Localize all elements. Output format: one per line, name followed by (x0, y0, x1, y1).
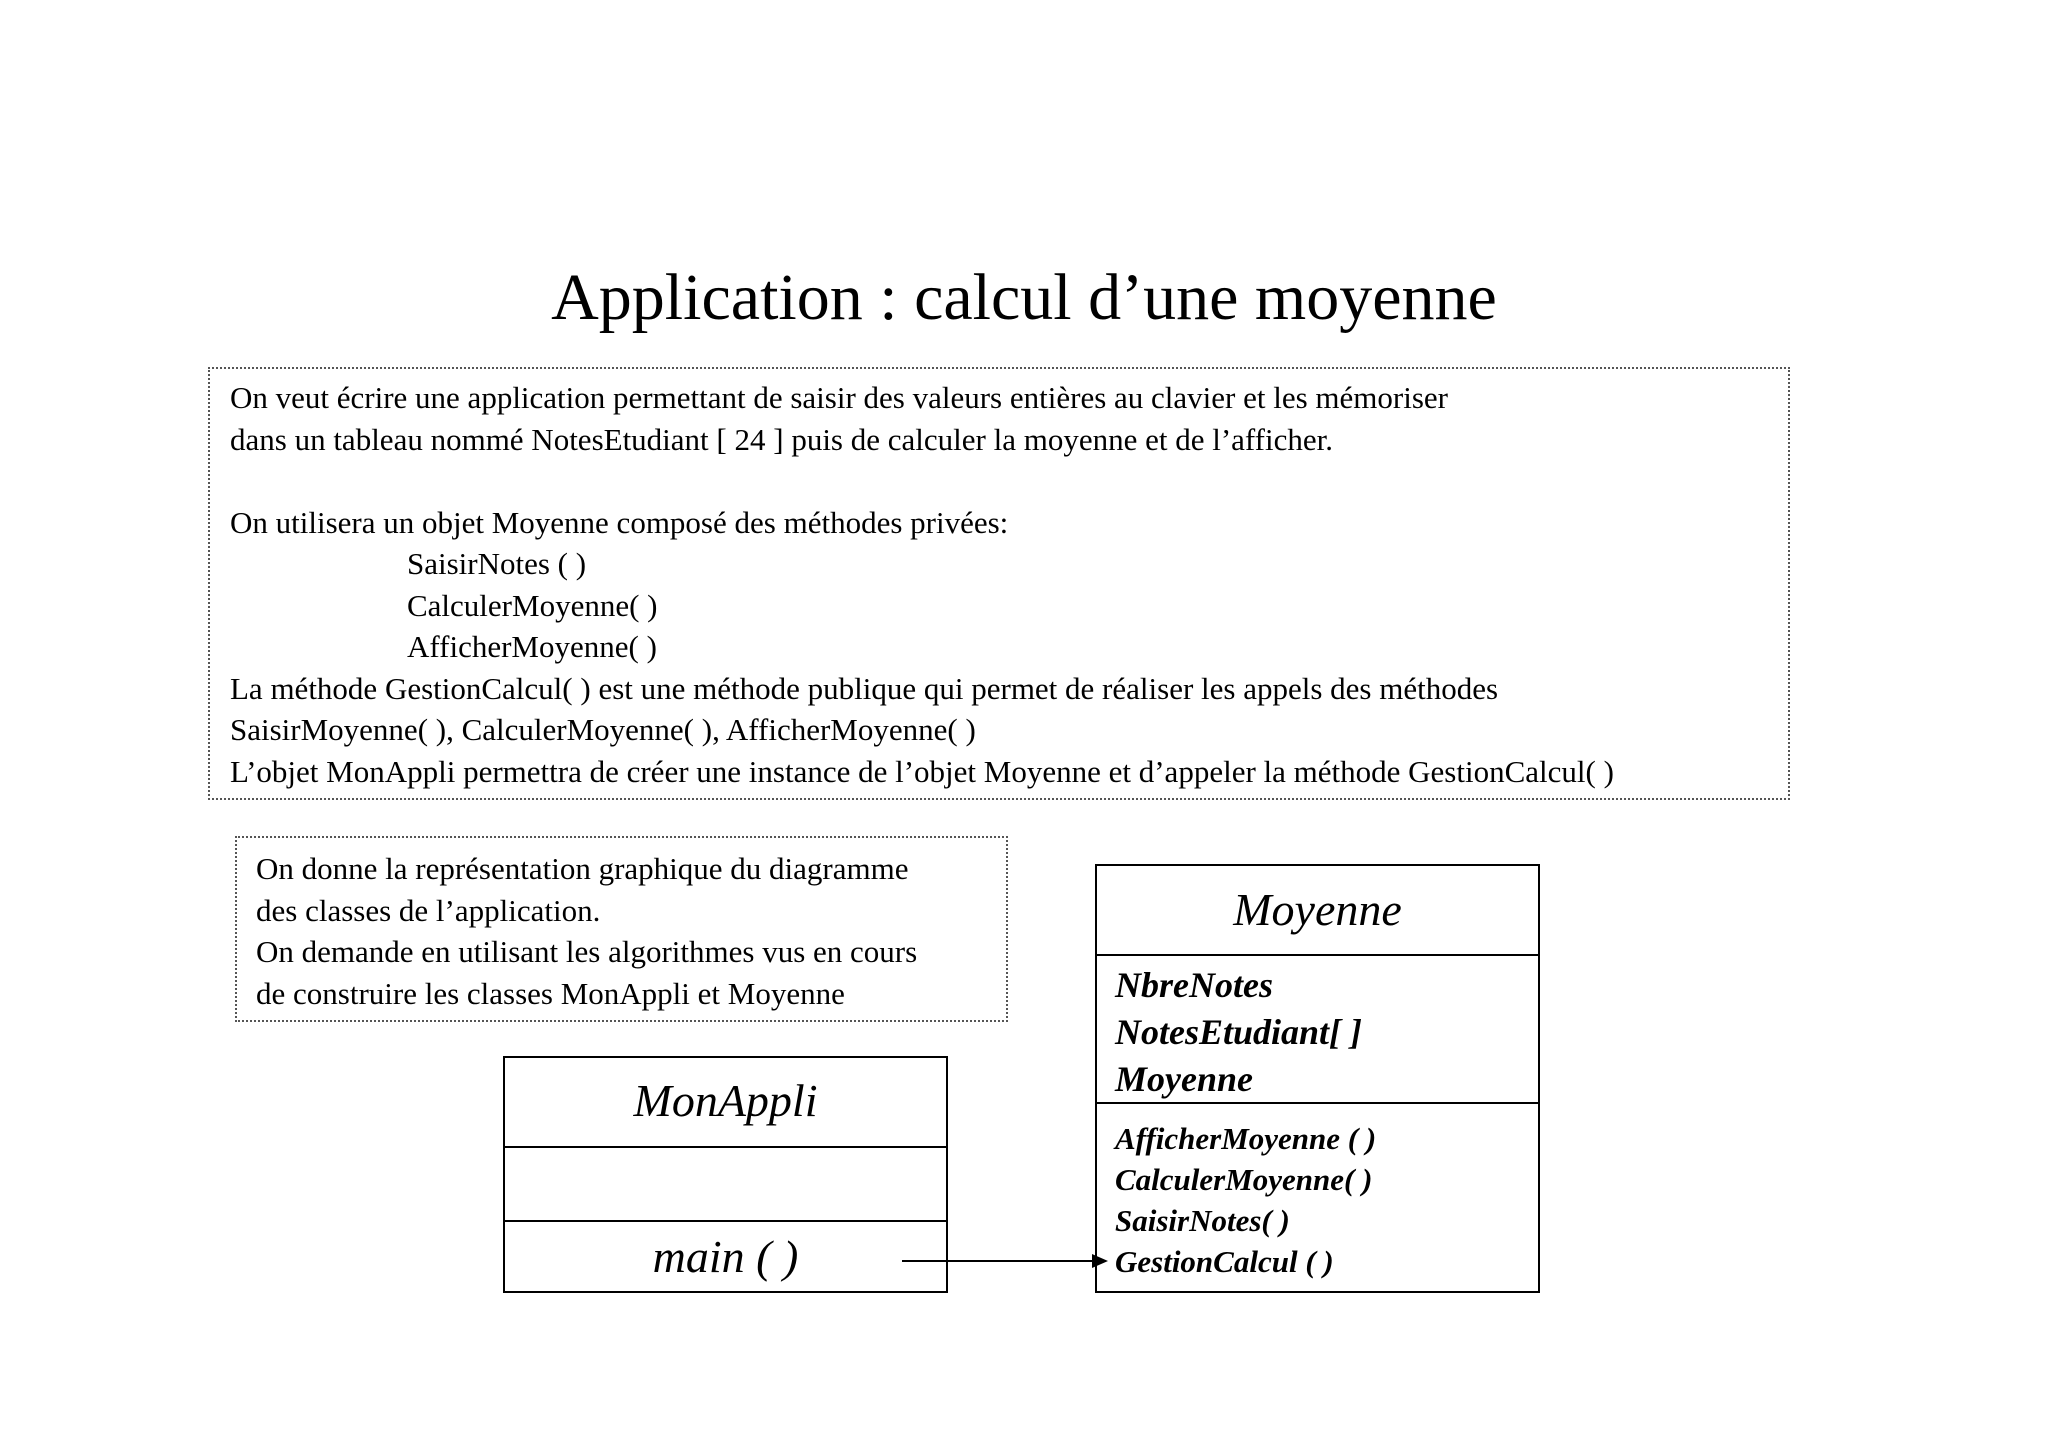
class-monappli-operation-main: main ( ) (505, 1220, 946, 1291)
call-arrow-head (1092, 1254, 1108, 1268)
instruction-line: On demande en utilisant les algorithmes vus en cours (256, 934, 918, 969)
statement-line: L’objet MonAppli permettra de créer une instance de l’objet Moyenne et d’appeler la méthode GestionCalcul( ) (230, 753, 1614, 789)
private-method-item: AfficherMoyenne( ) (407, 629, 657, 664)
operation-item: GestionCalcul ( ) (1115, 1244, 1334, 1279)
attribute-item: NotesEtudiant[ ] (1115, 1012, 1363, 1052)
instruction-line: des classes de l’application. (256, 892, 601, 928)
operation-item: AfficherMoyenne ( ) (1115, 1121, 1377, 1156)
statement-line: La méthode GestionCalcul( ) est une méthode publique qui permet de réaliser les appels des méthodes (230, 670, 1499, 706)
private-method-item: CalculerMoyenne( ) (407, 587, 658, 623)
statement-line: SaisirMoyenne( ), CalculerMoyenne( ), AfficherMoyenne( ) (230, 712, 976, 747)
private-method-item: SaisirNotes ( ) (407, 546, 587, 581)
attribute-item: Moyenne (1115, 1059, 1253, 1099)
instruction-line: On donne la représentation graphique du diagramme (256, 851, 909, 886)
statement-line: On veut écrire une application permettant de saisir des valeurs entières au clavier et les mémoriser (230, 380, 1448, 415)
statement-line: On utilisera un objet Moyenne composé des méthodes privées: (230, 504, 1009, 540)
operation-item: SaisirNotes( ) (1115, 1203, 1290, 1238)
statement-line: dans un tableau nommé NotesEtudiant [ 24 ] puis de calculer la moyenne et de l’afficher. (230, 421, 1333, 457)
page-title: Application : calcul d’une moyenne (551, 261, 1497, 334)
instruction-line: de construire les classes MonAppli et Moyenne (256, 975, 845, 1011)
attribute-item: NbreNotes (1115, 965, 1273, 1005)
class-name-moyenne: Moyenne (1233, 884, 1402, 935)
class-name-monappli: MonAppli (633, 1075, 818, 1126)
operation-item: CalculerMoyenne( ) (1115, 1162, 1373, 1197)
